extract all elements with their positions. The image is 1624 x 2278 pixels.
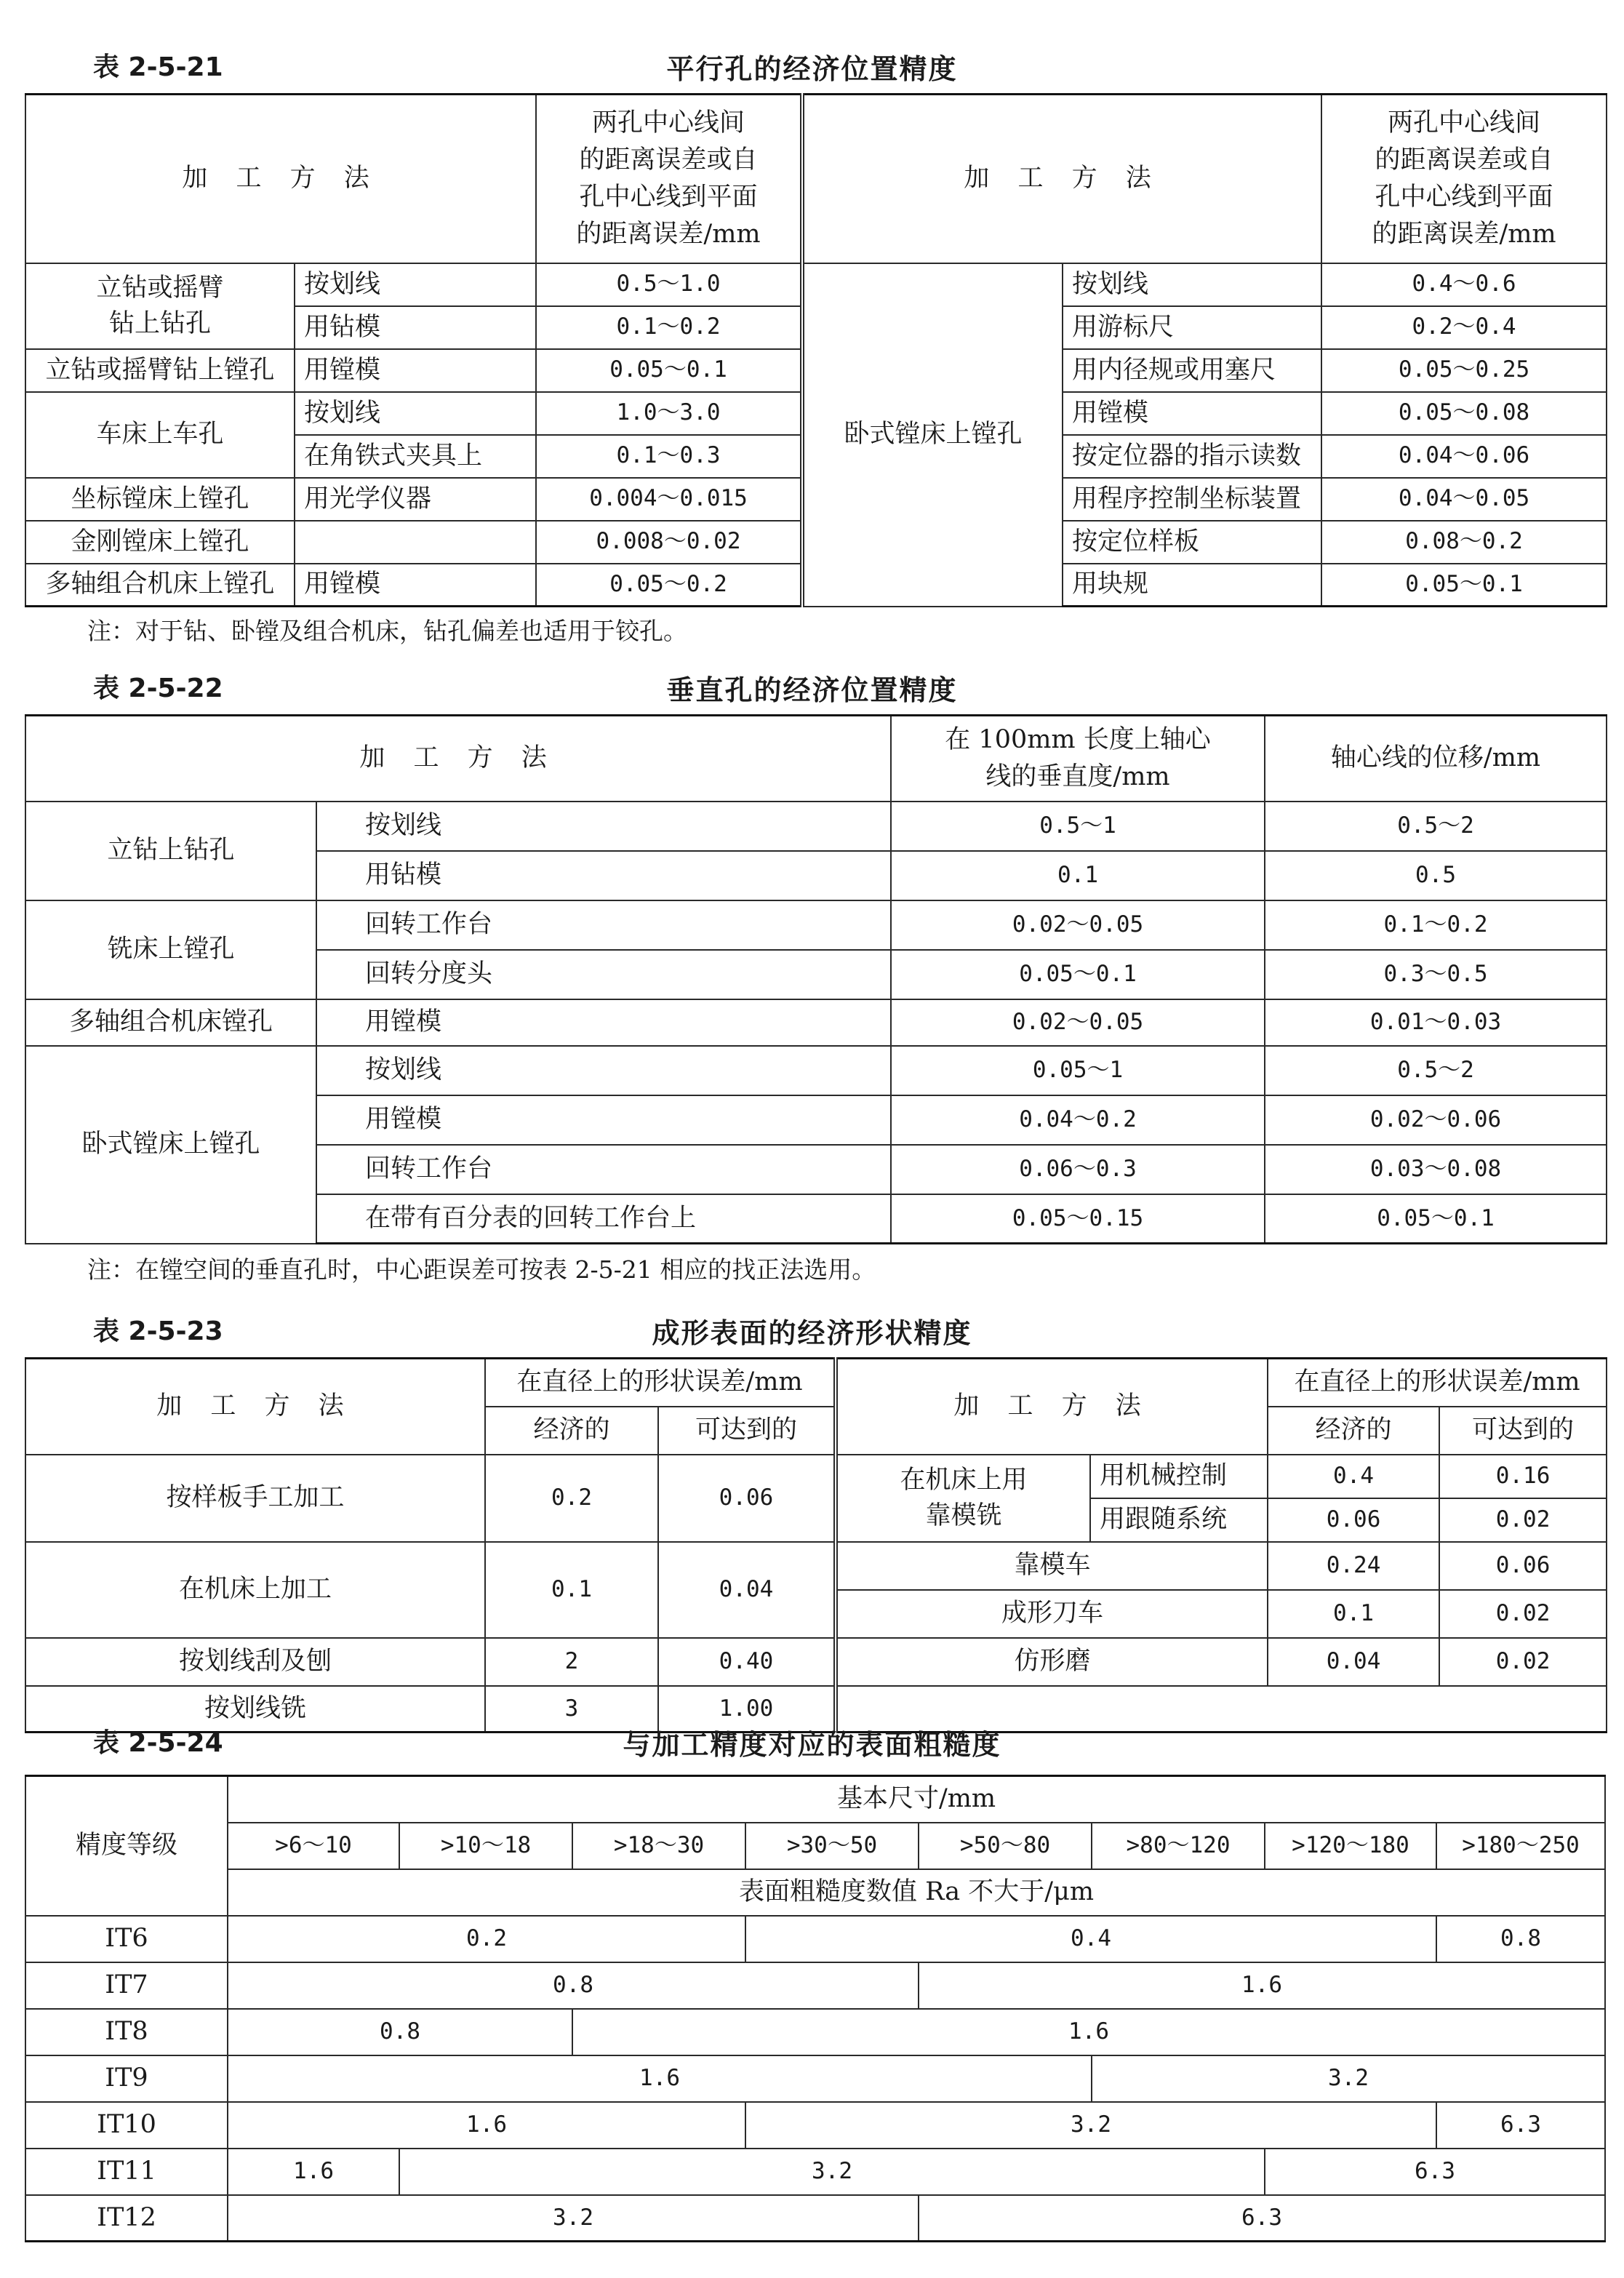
value-cell: 0.05～0.1 xyxy=(1265,1194,1607,1244)
table-number: 表 2-5-24 xyxy=(93,1728,223,1758)
value-cell: 0.01～0.03 xyxy=(1265,999,1607,1046)
grade-cell: IT12 xyxy=(25,2195,228,2242)
method-cell: 成形刀车 xyxy=(836,1590,1268,1638)
method-cell: 多轴组合机床上镗孔 xyxy=(25,564,295,607)
header-method: 加 工 方 法 xyxy=(25,716,891,802)
sub-method-cell: 在角铁式夹具上 xyxy=(295,435,536,478)
method-cell: 立钻或摇臂钻上镗孔 xyxy=(25,349,295,392)
sub-method-cell: 用机械控制 xyxy=(1090,1455,1268,1498)
header-achievable: 可达到的 xyxy=(658,1407,836,1455)
header-roughness: 表面粗糙度数值 Ra 不大于/μm xyxy=(228,1869,1605,1916)
value-cell: 0.1 xyxy=(1268,1590,1439,1638)
roughness-cell: 6.3 xyxy=(1436,2102,1605,2149)
header-basic-size: 基本尺寸/mm xyxy=(228,1776,1605,1823)
sub-method-cell: 用块规 xyxy=(1063,564,1321,607)
method-cell: 多轴组合机床镗孔 xyxy=(25,999,316,1046)
header-economic: 经济的 xyxy=(485,1407,658,1455)
table-2-5-24 xyxy=(25,1775,1606,2242)
sub-method-cell: 在带有百分表的回转工作台上 xyxy=(316,1194,891,1244)
value-cell: 0.06～0.3 xyxy=(891,1145,1265,1194)
value-cell: 0.05～0.15 xyxy=(891,1194,1265,1244)
value-cell: 1.00 xyxy=(658,1686,836,1733)
grade-cell: IT8 xyxy=(25,2009,228,2055)
value-cell: 0.05～0.1 xyxy=(891,950,1265,999)
method-cell: 铣床上镗孔 xyxy=(25,900,316,999)
size-range-cell: >80～120 xyxy=(1092,1823,1265,1869)
value-cell: 0.1 xyxy=(891,851,1265,900)
size-range-cell: >10～18 xyxy=(399,1823,572,1869)
roughness-cell: 1.6 xyxy=(572,2009,1605,2055)
roughness-cell: 0.2 xyxy=(228,1916,745,1962)
sub-method-cell: 按定位样板 xyxy=(1063,521,1321,564)
value-cell: 0.24 xyxy=(1268,1542,1439,1590)
method-cell: 立钻上钻孔 xyxy=(25,802,316,900)
table-caption: 与加工精度对应的表面粗糙度 xyxy=(623,1729,1001,1761)
header-shape-error: 在直径上的形状误差/mm xyxy=(485,1359,836,1407)
roughness-cell: 1.6 xyxy=(228,2055,1092,2102)
roughness-cell: 1.6 xyxy=(228,2149,399,2195)
value-cell: 0.4 xyxy=(1268,1455,1439,1498)
header-method-right: 加 工 方 法 xyxy=(836,1359,1268,1455)
table-number: 表 2-5-23 xyxy=(93,1316,223,1346)
roughness-cell: 0.8 xyxy=(1436,1916,1605,1962)
roughness-cell: 6.3 xyxy=(1265,2149,1605,2195)
method-cell: 卧式镗床上镗孔 xyxy=(25,1046,316,1244)
table-2-5-23 xyxy=(25,1357,1607,1733)
value-cell: 0.04 xyxy=(1268,1638,1439,1686)
value-cell: 0.05～0.25 xyxy=(1321,349,1607,392)
header-perpendicularity: 在 100mm 长度上轴心 线的垂直度/mm xyxy=(891,716,1265,802)
method-cell: 按划线刮及刨 xyxy=(25,1638,485,1686)
sub-method-cell: 用镗模 xyxy=(295,564,536,607)
header-shape-error-right: 在直径上的形状误差/mm xyxy=(1268,1359,1607,1407)
method-cell: 立钻或摇臂 钻上钻孔 xyxy=(25,263,295,349)
table-number: 表 2-5-22 xyxy=(93,674,223,703)
sub-method-cell: 用镗模 xyxy=(316,1095,891,1145)
value-cell: 0.06 xyxy=(658,1455,836,1542)
sub-method-cell: 用钻模 xyxy=(295,306,536,349)
value-cell: 0.04 xyxy=(658,1542,836,1638)
value-cell: 3 xyxy=(485,1686,658,1733)
header-method: 加 工 方 法 xyxy=(25,95,536,263)
value-cell: 0.05～0.1 xyxy=(536,349,802,392)
value-cell: 0.02 xyxy=(1439,1590,1607,1638)
value-cell: 0.1～0.2 xyxy=(536,306,802,349)
value-cell: 0.2～0.4 xyxy=(1321,306,1607,349)
method-cell: 靠模车 xyxy=(836,1542,1268,1590)
value-cell: 0.04～0.06 xyxy=(1321,435,1607,478)
value-cell: 0.5 xyxy=(1265,851,1607,900)
method-cell: 按样板手工加工 xyxy=(25,1455,485,1542)
sub-method-cell: 用跟随系统 xyxy=(1090,1498,1268,1542)
table-caption: 平行孔的经济位置精度 xyxy=(666,53,958,85)
table-2-5-21-title xyxy=(0,42,1624,86)
value-cell: 0.16 xyxy=(1439,1455,1607,1498)
roughness-cell: 0.8 xyxy=(228,2009,572,2055)
sub-method-cell: 用镗模 xyxy=(295,349,536,392)
header-method-right: 加 工 方 法 xyxy=(802,95,1321,263)
value-cell: 0.04～0.05 xyxy=(1321,478,1607,521)
roughness-cell: 0.8 xyxy=(228,1962,919,2009)
value-cell: 0.08～0.2 xyxy=(1321,521,1607,564)
sub-method-cell: 按定位器的指示读数 xyxy=(1063,435,1321,478)
value-cell: 0.008～0.02 xyxy=(536,521,802,564)
header-distance-error-right: 两孔中心线间 的距离误差或自 孔中心线到平面 的距离误差/mm xyxy=(1321,95,1607,263)
value-cell: 0.1～0.2 xyxy=(1265,900,1607,950)
sub-method-cell: 用钻模 xyxy=(316,851,891,900)
method-cell: 仿形磨 xyxy=(836,1638,1268,1686)
method-cell: 坐标镗床上镗孔 xyxy=(25,478,295,521)
value-cell: 0.5～1 xyxy=(891,802,1265,851)
roughness-cell: 3.2 xyxy=(228,2195,919,2242)
value-cell: 0.05～1 xyxy=(891,1046,1265,1095)
value-cell: 0.3～0.5 xyxy=(1265,950,1607,999)
size-range-cell: >180～250 xyxy=(1436,1823,1605,1869)
value-cell: 0.02 xyxy=(1439,1638,1607,1686)
table-number: 表 2-5-21 xyxy=(93,52,223,82)
sub-method-cell: 用光学仪器 xyxy=(295,478,536,521)
sub-method-cell: 用内径规或用塞尺 xyxy=(1063,349,1321,392)
roughness-cell: 3.2 xyxy=(399,2149,1265,2195)
roughness-cell: 0.4 xyxy=(745,1916,1436,1962)
value-cell: 0.4～0.6 xyxy=(1321,263,1607,306)
grade-cell: IT7 xyxy=(25,1962,228,2009)
method-cell: 车床上车孔 xyxy=(25,392,295,478)
grade-cell: IT10 xyxy=(25,2102,228,2149)
sub-method-cell: 用游标尺 xyxy=(1063,306,1321,349)
table-2-5-23-title xyxy=(0,1306,1624,1350)
sub-method-cell: 回转工作台 xyxy=(316,900,891,950)
header-displacement: 轴心线的位移/mm xyxy=(1265,716,1607,802)
value-cell: 0.04～0.2 xyxy=(891,1095,1265,1145)
sub-method-cell: 回转分度头 xyxy=(316,950,891,999)
size-range-cell: >50～80 xyxy=(919,1823,1092,1869)
header-achievable-right: 可达到的 xyxy=(1439,1407,1607,1455)
table-note: 注：在镗空间的垂直孔时，中心距误差可按表 2-5-21 相应的找正法选用。 xyxy=(87,1255,876,1284)
table-caption: 垂直孔的经济位置精度 xyxy=(666,674,958,706)
grade-cell: IT6 xyxy=(25,1916,228,1962)
method-cell: 在机床上用 靠模铣 xyxy=(836,1455,1090,1542)
sub-method-cell: 按划线 xyxy=(295,263,536,306)
table-2-5-22-title xyxy=(0,663,1624,707)
roughness-cell: 1.6 xyxy=(919,1962,1605,2009)
value-cell: 0.03～0.08 xyxy=(1265,1145,1607,1194)
roughness-cell: 6.3 xyxy=(919,2195,1605,2242)
grade-cell: IT9 xyxy=(25,2055,228,2102)
sub-method-cell: 回转工作台 xyxy=(316,1145,891,1194)
value-cell: 0.1 xyxy=(485,1542,658,1638)
header-distance-error: 两孔中心线间 的距离误差或自 孔中心线到平面 的距离误差/mm xyxy=(536,95,802,263)
value-cell: 0.40 xyxy=(658,1638,836,1686)
size-range-cell: >120～180 xyxy=(1265,1823,1436,1869)
sub-method-cell: 用程序控制坐标装置 xyxy=(1063,478,1321,521)
grade-cell: IT11 xyxy=(25,2149,228,2195)
value-cell: 0.02～0.05 xyxy=(891,900,1265,950)
value-cell: 0.5～1.0 xyxy=(536,263,802,306)
value-cell: 0.06 xyxy=(1268,1498,1439,1542)
value-cell: 0.5～2 xyxy=(1265,802,1607,851)
method-cell: 按划线铣 xyxy=(25,1686,485,1733)
value-cell: 0.5～2 xyxy=(1265,1046,1607,1095)
value-cell: 0.02 xyxy=(1439,1498,1607,1542)
sub-method-cell: 用镗模 xyxy=(1063,392,1321,435)
sub-method-cell: 按划线 xyxy=(1063,263,1321,306)
roughness-cell: 3.2 xyxy=(745,2102,1436,2149)
method-cell: 卧式镗床上镗孔 xyxy=(802,263,1063,607)
table-2-5-24-title xyxy=(0,1718,1624,1762)
value-cell: 0.1～0.3 xyxy=(536,435,802,478)
value-cell: 2 xyxy=(485,1638,658,1686)
table-caption: 成形表面的经济形状精度 xyxy=(652,1317,972,1349)
roughness-cell: 1.6 xyxy=(228,2102,745,2149)
method-cell: 在机床上加工 xyxy=(25,1542,485,1638)
value-cell: 0.02～0.06 xyxy=(1265,1095,1607,1145)
table-2-5-21 xyxy=(25,93,1607,607)
sub-method-cell: 按划线 xyxy=(295,392,536,435)
value-cell: 0.05～0.08 xyxy=(1321,392,1607,435)
sub-method-cell: 按划线 xyxy=(316,1046,891,1095)
method-cell: 金刚镗床上镗孔 xyxy=(25,521,295,564)
header-method: 加 工 方 法 xyxy=(25,1359,485,1455)
value-cell: 0.004～0.015 xyxy=(536,478,802,521)
value-cell: 1.0～3.0 xyxy=(536,392,802,435)
roughness-cell: 3.2 xyxy=(1092,2055,1605,2102)
header-economic-right: 经济的 xyxy=(1268,1407,1439,1455)
size-range-cell: >18～30 xyxy=(572,1823,745,1869)
value-cell: 0.05～0.2 xyxy=(536,564,802,607)
table-2-5-22 xyxy=(25,714,1607,1244)
value-cell: 0.02～0.05 xyxy=(891,999,1265,1046)
size-range-cell: >30～50 xyxy=(745,1823,919,1869)
sub-method-cell xyxy=(295,521,536,564)
sub-method-cell: 用镗模 xyxy=(316,999,891,1046)
value-cell: 0.2 xyxy=(485,1455,658,1542)
value-cell: 0.05～0.1 xyxy=(1321,564,1607,607)
table-note: 注：对于钻、卧镗及组合机床，钻孔偏差也适用于铰孔。 xyxy=(87,617,687,645)
header-grade: 精度等级 xyxy=(25,1776,228,1916)
sub-method-cell: 按划线 xyxy=(316,802,891,851)
size-range-cell: >6～10 xyxy=(228,1823,399,1869)
value-cell: 0.06 xyxy=(1439,1542,1607,1590)
